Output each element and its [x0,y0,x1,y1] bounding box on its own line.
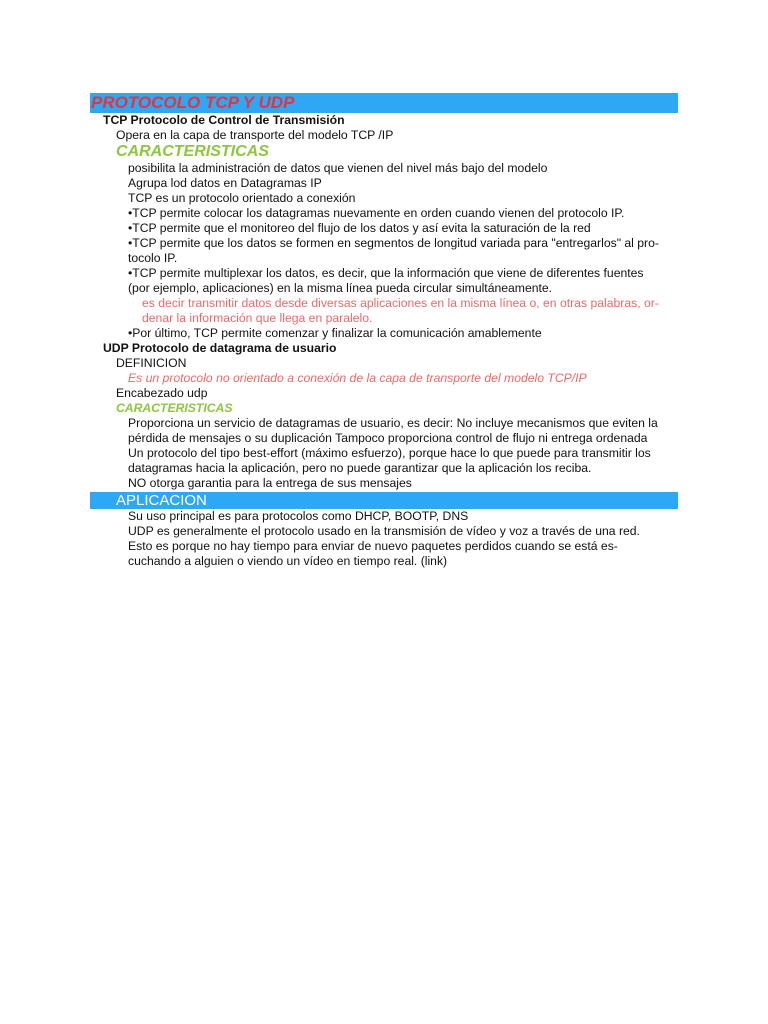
tcp-item: •TCP permite colocar los datagramas nuevamente en orden cuando vienen del protocolo IP. [128,206,625,220]
tcp-note: es decir transmitir datos desde diversas aplicaciones en la misma línea o, en otras palabras, or- [142,296,659,310]
tcp-item: TCP es un protocolo orientado a conexión [128,191,356,205]
tcp-item: •TCP permite multiplexar los datos, es decir, que la información que viene de diferentes fuentes [128,266,644,280]
aplicacion-item: Su uso principal es para protocolos como DHCP, BOOTP, DNS [128,509,469,523]
tcp-heading: TCP Protocolo de Control de Transmisión [103,113,345,127]
tcp-item: (por ejemplo, aplicaciones) en la misma línea pueda circular simultáneamente. [128,281,553,295]
document [90,93,678,569]
udp-definicion-text: Es un protocolo no orientado a conexión de la capa de transporte del modelo TCP/IP [128,371,587,385]
tcp-item: •TCP permite que los datos se formen en segmentos de longitud variada para "entregarlos" al pro- [128,236,659,250]
aplicacion-item: cuchando a alguien o viendo un vídeo en tiempo real. (link) [128,554,448,568]
udp-item: pérdida de mensajes o su duplicación Tampoco proporciona control de flujo ni entrega ordenada [128,431,648,445]
udp-encabezado: Encabezado udp [116,386,208,400]
aplicacion-item: Esto es porque no hay tiempo para enviar de nuevo paquetes perdidos cuando se está es- [128,539,618,553]
tcp-item-last: •Por último, TCP permite comenzar y finalizar la comunicación amablemente [128,326,542,340]
udp-definicion-label: DEFINICION [116,356,187,370]
udp-item: datagramas hacia la aplicación, pero no puede garantizar que la aplicación los reciba. [128,461,592,475]
page-title: PROTOCOLO TCP Y UDP [90,93,678,113]
aplicacion-item: UDP es generalmente el protocolo usado en la transmisión de vídeo y voz a través de una red. [128,524,640,538]
tcp-item: Agrupa lod datos en Datagramas IP [128,176,322,190]
udp-item: NO otorga garantia para la entrega de sus mensajes [128,476,412,490]
tcp-note: denar la información que llega en paralelo. [142,311,373,325]
udp-caracteristicas-heading: CARACTERISTICAS [116,401,233,415]
tcp-item: posibilita la administración de datos que vienen del nivel más bajo del modelo [128,161,548,175]
udp-item: Un protocolo del tipo best-effort (máximo esfuerzo), porque hace lo que puede para transmitir los [128,446,651,460]
udp-item: Proporciona un servicio de datagramas de usuario, es decir: No incluye mecanismos que eviten la [128,416,658,430]
tcp-item: tocolo IP. [128,251,178,265]
aplicacion-heading: APLICACION [90,492,678,509]
udp-heading: UDP Protocolo de datagrama de usuario [103,341,337,355]
tcp-intro: Opera en la capa de transporte del modelo TCP /IP [116,128,394,142]
tcp-item: •TCP permite que el monitoreo del flujo de los datos y así evita la saturación de la red [128,221,591,235]
tcp-caracteristicas-heading: CARACTERISTICAS [116,143,269,160]
